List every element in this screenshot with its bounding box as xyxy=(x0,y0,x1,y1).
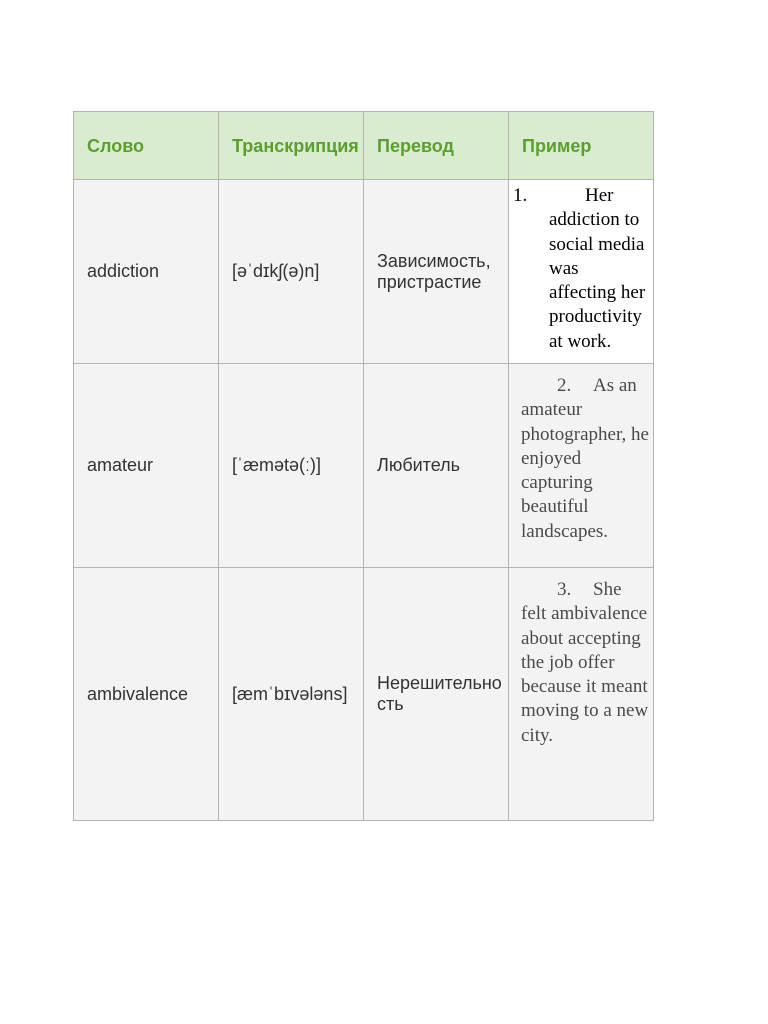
header-row xyxy=(74,112,654,180)
example-number: 1. xyxy=(513,185,528,206)
example-block xyxy=(521,578,649,748)
example-sentence: As an amateur photographer, he enjoyed capturing beautiful landscapes. xyxy=(521,375,649,542)
table-header xyxy=(74,112,654,180)
transcription-cell: [əˈdɪkʃ(ə)n] xyxy=(219,180,364,364)
header-transcription-label: Транскрипция xyxy=(232,135,359,156)
table-row xyxy=(74,568,654,821)
table-row xyxy=(74,180,654,364)
word-cell: addiction xyxy=(74,180,219,364)
word-cell: amateur xyxy=(74,364,219,568)
example-cell xyxy=(509,180,654,364)
table-row xyxy=(74,364,654,568)
translation-text: Нерешительность xyxy=(377,673,502,714)
example-number: 2. xyxy=(557,375,572,396)
transcription-cell: [ˈæmətə(ː)] xyxy=(219,364,364,568)
word-cell: ambivalence xyxy=(74,568,219,821)
example-block xyxy=(521,374,649,544)
example-cell xyxy=(509,364,654,568)
example-sentence: Her addiction to social media was affecting her productivity at work. xyxy=(549,185,646,352)
example-sentence: She felt ambivalence about accepting the job offer because it meant moving to a new city. xyxy=(521,579,649,746)
header-example: Пример xyxy=(509,112,654,180)
example-block xyxy=(513,184,649,354)
translation-cell: Любитель xyxy=(364,364,509,568)
translation-cell: Зависимость, пристрастие xyxy=(364,180,509,364)
example-cell xyxy=(509,568,654,821)
header-word: Слово xyxy=(74,112,219,180)
transcription-cell: [æmˈbɪvələns] xyxy=(219,568,364,821)
header-translation: Перевод xyxy=(364,112,509,180)
vocabulary-table xyxy=(73,111,654,821)
example-number: 3. xyxy=(557,579,572,600)
example-text xyxy=(549,184,649,354)
header-transcription xyxy=(219,112,364,180)
table-body xyxy=(74,180,654,821)
translation-cell xyxy=(364,568,509,821)
